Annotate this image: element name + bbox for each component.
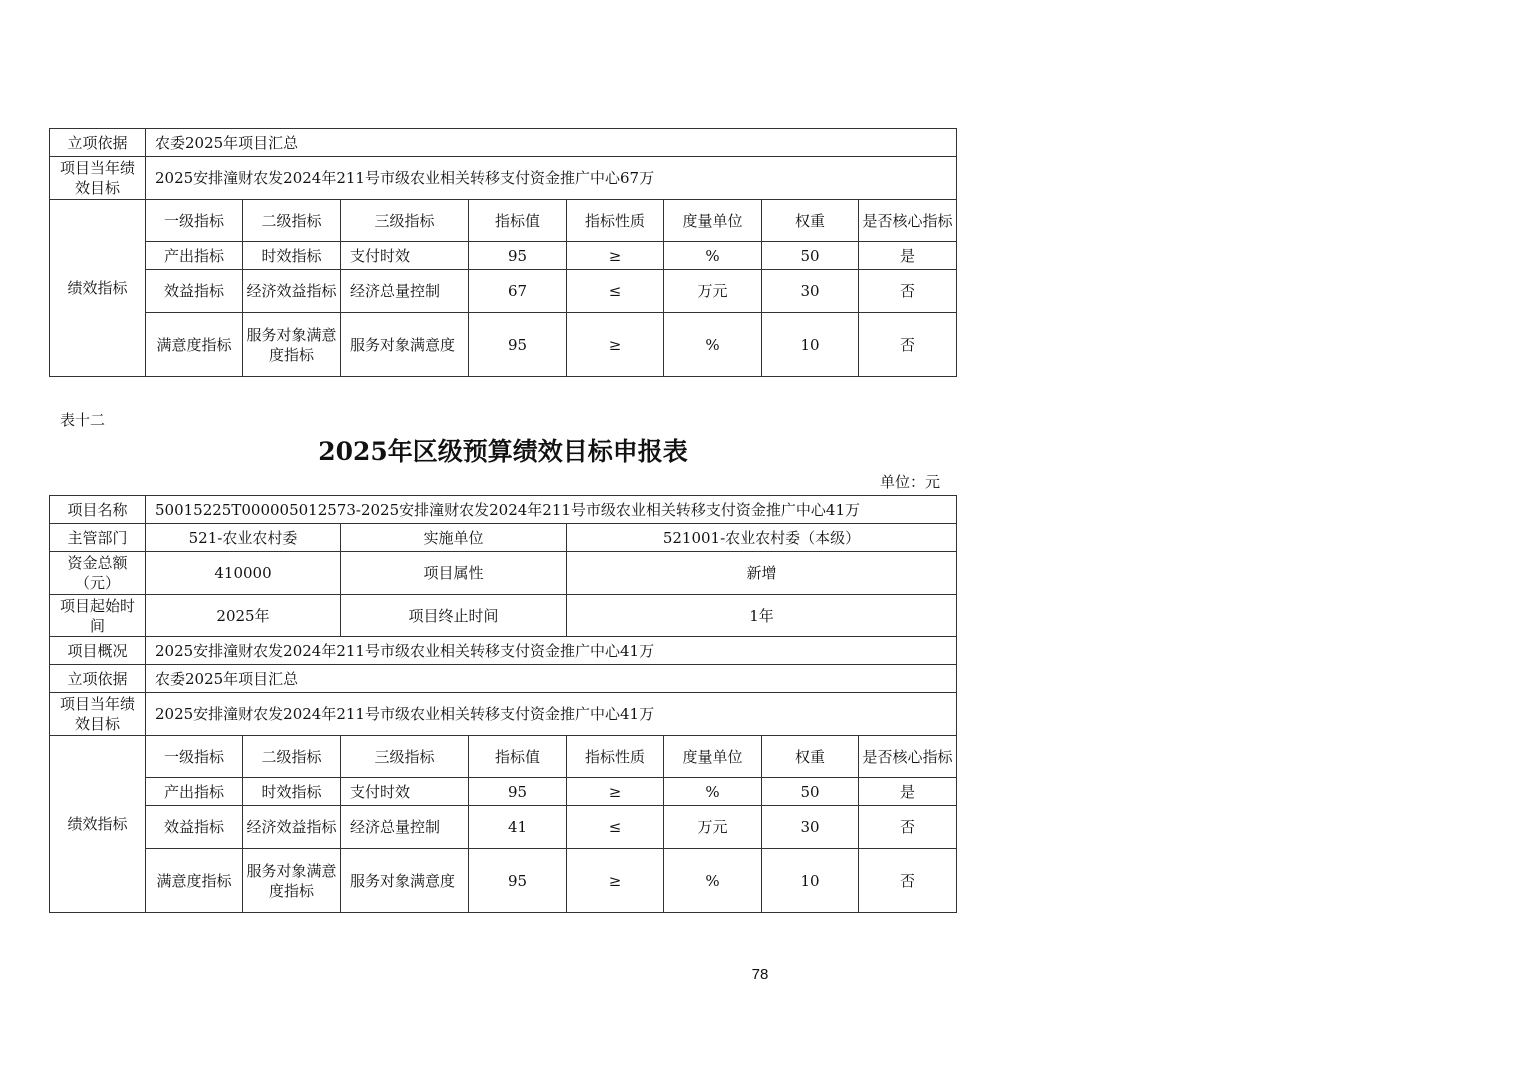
header-cell: 三级指标 bbox=[341, 736, 469, 778]
value-cell: 95 bbox=[469, 242, 567, 270]
level2-cell: 时效指标 bbox=[243, 778, 341, 806]
end-label: 项目终止时间 bbox=[341, 595, 567, 637]
basis-label: 立项依据 bbox=[50, 129, 146, 157]
level1-cell: 效益指标 bbox=[146, 806, 243, 849]
header-cell: 是否核心指标 bbox=[859, 736, 957, 778]
header-cell: 权重 bbox=[762, 200, 859, 242]
unit-cell: 万元 bbox=[664, 806, 762, 849]
goal-label: 项目当年绩效目标 bbox=[50, 693, 146, 736]
core-cell: 是 bbox=[859, 242, 957, 270]
weight-cell: 50 bbox=[762, 242, 859, 270]
overview-value: 2025安排潼财农发2024年211号市级农业相关转移支付资金推广中心41万 bbox=[146, 637, 957, 665]
level3-cell: 支付时效 bbox=[341, 242, 469, 270]
header-cell: 权重 bbox=[762, 736, 859, 778]
level3-cell: 服务对象满意度 bbox=[341, 313, 469, 377]
level2-cell: 服务对象满意度指标 bbox=[243, 313, 341, 377]
impl-value: 521001-农业农村委（本级） bbox=[567, 524, 957, 552]
indicator-header-row bbox=[50, 736, 957, 778]
header-cell: 二级指标 bbox=[243, 736, 341, 778]
nature-cell: ≥ bbox=[567, 313, 664, 377]
unit-cell: % bbox=[664, 778, 762, 806]
attr-label: 项目属性 bbox=[341, 552, 567, 595]
indicator-row bbox=[50, 806, 957, 849]
perf-label: 绩效指标 bbox=[50, 200, 146, 377]
name-value: 50015225T000005012573-2025安排潼财农发2024年211号市级农业相关转移支付资金推广中心41万 bbox=[146, 496, 957, 524]
level2-cell: 经济效益指标 bbox=[243, 806, 341, 849]
basis-label: 立项依据 bbox=[50, 665, 146, 693]
unit-cell: 万元 bbox=[664, 270, 762, 313]
goal-value: 2025安排潼财农发2024年211号市级农业相关转移支付资金推广中心67万 bbox=[146, 157, 957, 200]
basis-value: 农委2025年项目汇总 bbox=[146, 665, 957, 693]
header-cell: 三级指标 bbox=[341, 200, 469, 242]
name-label: 项目名称 bbox=[50, 496, 146, 524]
level1-cell: 满意度指标 bbox=[146, 849, 243, 913]
performance-table-continued bbox=[49, 128, 957, 377]
header-cell: 度量单位 bbox=[664, 200, 762, 242]
unit-label: 单位：元 bbox=[880, 473, 941, 491]
perf-label: 绩效指标 bbox=[50, 736, 146, 913]
end-value: 1年 bbox=[567, 595, 957, 637]
row-period bbox=[50, 595, 957, 637]
indicator-row bbox=[50, 778, 957, 806]
goal-value: 2025安排潼财农发2024年211号市级农业相关转移支付资金推广中心41万 bbox=[146, 693, 957, 736]
level2-cell: 经济效益指标 bbox=[243, 270, 341, 313]
header-cell: 指标性质 bbox=[567, 736, 664, 778]
header-cell: 指标值 bbox=[469, 200, 567, 242]
nature-cell: ≥ bbox=[567, 242, 664, 270]
goal-label: 项目当年绩效目标 bbox=[50, 157, 146, 200]
level1-cell: 产出指标 bbox=[146, 242, 243, 270]
weight-cell: 30 bbox=[762, 806, 859, 849]
impl-label: 实施单位 bbox=[341, 524, 567, 552]
header-cell: 指标性质 bbox=[567, 200, 664, 242]
fund-value: 410000 bbox=[146, 552, 341, 595]
header-cell: 二级指标 bbox=[243, 200, 341, 242]
level2-cell: 服务对象满意度指标 bbox=[243, 849, 341, 913]
value-cell: 95 bbox=[469, 778, 567, 806]
start-label: 项目起始时间 bbox=[50, 595, 146, 637]
level3-cell: 支付时效 bbox=[341, 778, 469, 806]
page-number: 78 bbox=[751, 966, 769, 983]
indicator-header-row bbox=[50, 200, 957, 242]
header-cell: 是否核心指标 bbox=[859, 200, 957, 242]
fund-label: 资金总额（元） bbox=[50, 552, 146, 595]
core-cell: 否 bbox=[859, 849, 957, 913]
header-cell: 度量单位 bbox=[664, 736, 762, 778]
level1-cell: 产出指标 bbox=[146, 778, 243, 806]
indicator-row bbox=[50, 313, 957, 377]
overview-label: 项目概况 bbox=[50, 637, 146, 665]
attr-value: 新增 bbox=[567, 552, 957, 595]
basis-value: 农委2025年项目汇总 bbox=[146, 129, 957, 157]
value-cell: 67 bbox=[469, 270, 567, 313]
indicator-row bbox=[50, 242, 957, 270]
row-goal bbox=[50, 693, 957, 736]
nature-cell: ≥ bbox=[567, 778, 664, 806]
core-cell: 否 bbox=[859, 806, 957, 849]
row-basis bbox=[50, 129, 957, 157]
indicator-row bbox=[50, 270, 957, 313]
weight-cell: 30 bbox=[762, 270, 859, 313]
row-overview bbox=[50, 637, 957, 665]
level1-cell: 满意度指标 bbox=[146, 313, 243, 377]
row-department bbox=[50, 524, 957, 552]
unit-cell: % bbox=[664, 849, 762, 913]
level3-cell: 服务对象满意度 bbox=[341, 849, 469, 913]
header-cell: 一级指标 bbox=[146, 200, 243, 242]
level3-cell: 经济总量控制 bbox=[341, 806, 469, 849]
header-cell: 指标值 bbox=[469, 736, 567, 778]
value-cell: 95 bbox=[469, 313, 567, 377]
weight-cell: 50 bbox=[762, 778, 859, 806]
nature-cell: ≥ bbox=[567, 849, 664, 913]
row-goal bbox=[50, 157, 957, 200]
start-value: 2025年 bbox=[146, 595, 341, 637]
indicator-row bbox=[50, 849, 957, 913]
core-cell: 否 bbox=[859, 270, 957, 313]
table-caption: 表十二 bbox=[60, 411, 106, 429]
document-title: 2025年区级预算绩效目标申报表 bbox=[318, 437, 688, 466]
level2-cell: 时效指标 bbox=[243, 242, 341, 270]
value-cell: 95 bbox=[469, 849, 567, 913]
unit-cell: % bbox=[664, 242, 762, 270]
value-cell: 41 bbox=[469, 806, 567, 849]
row-fund bbox=[50, 552, 957, 595]
dept-label: 主管部门 bbox=[50, 524, 146, 552]
core-cell: 否 bbox=[859, 313, 957, 377]
row-project-name bbox=[50, 496, 957, 524]
core-cell: 是 bbox=[859, 778, 957, 806]
unit-cell: % bbox=[664, 313, 762, 377]
level3-cell: 经济总量控制 bbox=[341, 270, 469, 313]
dept-value: 521-农业农村委 bbox=[146, 524, 341, 552]
weight-cell: 10 bbox=[762, 313, 859, 377]
row-basis bbox=[50, 665, 957, 693]
weight-cell: 10 bbox=[762, 849, 859, 913]
nature-cell: ≤ bbox=[567, 270, 664, 313]
level1-cell: 效益指标 bbox=[146, 270, 243, 313]
nature-cell: ≤ bbox=[567, 806, 664, 849]
budget-performance-table bbox=[49, 495, 957, 913]
header-cell: 一级指标 bbox=[146, 736, 243, 778]
